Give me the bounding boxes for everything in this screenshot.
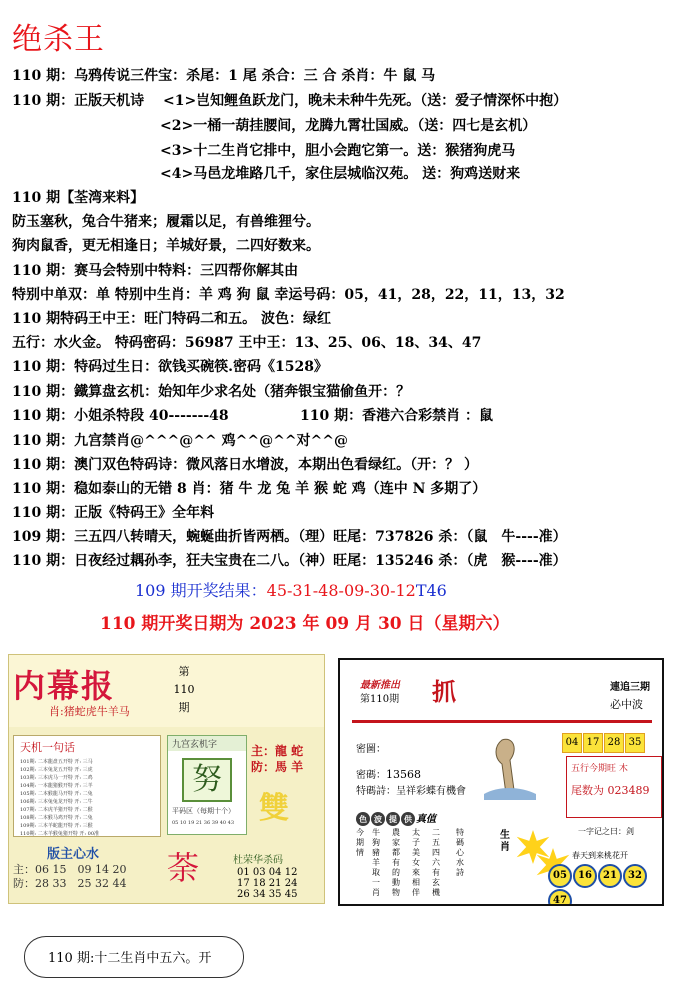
text-line: <3>十二生肖它排中，胆小会跑它第一。送：猴猪狗虎马: [160, 143, 516, 159]
tianji-box: [13, 735, 161, 837]
zhu-text: 主：龍 蛇: [251, 744, 304, 758]
yizi-text: 一字记之曰：剑: [578, 827, 634, 836]
divider: [352, 720, 652, 723]
shama-row: 26 34 35 45: [237, 889, 298, 900]
vertical-text: 太子美女來相伴: [412, 828, 420, 897]
bizhongbo-label: 必中波: [610, 698, 643, 711]
neimu-issue: 第110期: [173, 665, 195, 714]
mima-value: 13568: [386, 768, 421, 781]
text-line: <2>一桶一葫挂腰间，龙腾九霄壮国威。（送：四七是玄机）: [160, 118, 537, 134]
text-line: 110 期：九宫禁肖@^^^@^^ 鸡^^@^^对^^@: [12, 433, 349, 449]
neimu-subtitle: 肖:猪蛇虎牛羊马: [49, 705, 130, 718]
vertical-text: 農家都有的動物: [392, 828, 400, 897]
sebo-char: 波: [371, 812, 385, 826]
lianzhui-label: 連追三期: [610, 682, 650, 693]
tema-poem: 特碼詩：呈祥彩蝶有機會: [356, 786, 466, 797]
text-line: 110 期：澳门双色特码诗：微风落日水增波，本期出色看绿红。（开：？ ）: [12, 457, 478, 473]
zhu-fang: [251, 743, 303, 775]
zhua-title: 抓: [432, 677, 456, 706]
text-line: 110 期：特码过生日：欲钱买碗筷.密码《1528》: [12, 359, 328, 375]
pingma-numbers: 05 10 19 21 36 39 40 43: [172, 820, 235, 826]
wuxing-text: 五行今期旺 木: [571, 764, 628, 774]
text-line: 狗肉鼠香，更无相逢日；羊城好景，二四好数来。: [12, 238, 320, 254]
banzhu-zhu: 主：06 15 09 14 20: [13, 863, 127, 876]
shama-title: 杜荣华杀码: [233, 855, 283, 866]
banzhu-title: 版主心水: [47, 847, 100, 862]
tianji-title: 天机一句话: [20, 741, 75, 754]
number-ball: 21: [598, 864, 622, 888]
number-ball: 28: [604, 733, 624, 753]
shama-row: 01 03 04 12: [237, 867, 298, 878]
text-line: 110 期：乌鸦传说三件宝：杀尾：1 尾 杀合：三 合 杀肖：牛 鼠 马: [12, 68, 436, 84]
number-ball: 05: [548, 864, 572, 888]
pingma-title: 平码区（每期十个）: [172, 807, 235, 815]
number-ball: 16: [573, 864, 597, 888]
draw-result: [135, 578, 447, 601]
sebo-tail: 真值: [416, 814, 436, 825]
draw-result-prefix: 109 期开奖结果：: [135, 581, 267, 600]
jiugong-char: 努: [182, 758, 232, 802]
neimu-panel: [8, 654, 325, 904]
heron-icon: [480, 734, 540, 804]
text-line: 110 期特码王中王：旺门特码二和五。 波色：绿红: [12, 311, 331, 327]
banzhu-box: [13, 863, 163, 891]
number-ball: 47: [548, 889, 572, 906]
sebo-char: 供: [401, 812, 415, 826]
sebo-label: [356, 810, 436, 826]
text-line: 110 期【荃湾来料】: [12, 190, 145, 206]
mima-label: 密碼：: [356, 770, 386, 781]
vertical-text: 特碼心水詩: [456, 828, 464, 877]
cai-char: 荼: [167, 849, 200, 887]
text-line: 110 期：香港六合彩禁肖 ：鼠: [300, 408, 493, 424]
text-line: 110 期：稳如泰山的无错 8 肖：猪 牛 龙 兔 羊 猴 蛇 鸡（连中 N 多期了）: [12, 481, 487, 497]
neimu-header: [9, 655, 324, 727]
tianji-rows: 101期: 二本龍盘五开特 开: 三马 102期: 三本兔龙五开特 开: 三虎 103期: 三本虎马一开特 开: 二鸡 104期: 一本龍猪猴开特 开: 三羊 105期: 二本猴龍马开特 开: 二兔 106期: 三本兔兔龙开特 开: 二牛 107期: 二本虎羊猪开特 开: 二猴 108期: 二本猴马鸡开特 开: 二兔 109期: 三本羊蛇龍开特 开: 三猴 110期: 二本羊猴兔猪开特 开: 00准: [20, 759, 100, 837]
shengxiao-label: 生肖: [500, 830, 510, 853]
jiugong-box: [167, 735, 247, 835]
number-ball: 35: [625, 733, 645, 753]
vertical-text: 今期情: [356, 828, 364, 857]
cloud-text: 110 期:十二生肖中五六。开: [48, 951, 212, 966]
text-line: 110 期：正版《特码王》全年料: [12, 505, 215, 521]
mima: [356, 766, 421, 781]
bottom-balls: [548, 863, 662, 906]
banzhu-fang: 防：28 33 25 32 44: [13, 877, 127, 890]
mitu-label: 密圖：: [356, 744, 386, 755]
text-line: 特别中单双：单 特别中生肖：羊 鸡 狗 鼠 幸运号码：05，41，28，22，11，13，32: [12, 287, 565, 303]
draw-result-numbers: 45-31-48-09-30-12: [266, 581, 416, 600]
number-ball: 17: [583, 733, 603, 753]
fang-text: 防：馬 羊: [251, 760, 304, 774]
shama-numbers: [237, 867, 315, 900]
page-title: 绝杀王: [12, 22, 105, 57]
neimu-title: 内幕报: [13, 667, 116, 705]
zhua-balls: [562, 730, 646, 753]
zhua-panel: [338, 658, 664, 906]
text-line: 110 期：小姐杀特段 40-------48: [12, 408, 229, 424]
draw-date: 110 期开奖日期为 2023 年 09 月 30 日（星期六）: [100, 614, 510, 634]
text-line: 110 期：正版天机诗 <1>岂知鲤鱼跃龙门，晚未未种牛先死。（送：爱子情深怀中抱）: [12, 93, 568, 109]
text-line: 110 期：赛马会特别中特料：三四帮你解其由: [12, 263, 299, 279]
text-line: <4>马邑龙堆路几千，家住层城临汉苑。 送：狗鸡送财来: [160, 166, 521, 182]
weishu-text: 尾数为 023489: [571, 784, 650, 797]
draw-result-tail: T46: [415, 581, 447, 600]
number-ball: 32: [623, 864, 647, 888]
wuxing-box: [566, 756, 662, 818]
text-line: 防玉塞秋，兔合牛猪来；履霜以足，有兽维狸兮。: [12, 214, 320, 230]
text-line: 110 期：鐵算盘玄机：始知年少求名处（猪奔银宝猫偷鱼开：？: [12, 384, 411, 400]
text-line: 五行：水火金。 特码密码：56987 王中王：13、25、06、18、34、47: [12, 335, 482, 351]
zhua-issue: 第110期: [360, 694, 400, 705]
sebo-char: 提: [386, 812, 400, 826]
text-line: 109 期：三五四八转晴天，蜿蜒曲折皆两栖。（理）旺尾：737826 杀：（鼠 牛----准）: [12, 529, 567, 545]
text-line: 110 期：日夜经过耦孙李，狂夫宝贵在二八。（神）旺尾：135246 杀：（虎 猴----准）: [12, 553, 567, 569]
jiugong-title: 九宫玄机字: [168, 736, 246, 751]
shama-row: 17 18 21 24: [237, 878, 298, 889]
sebo-char: 色: [356, 812, 370, 826]
zhua-new: 最新推出: [360, 680, 400, 691]
vertical-text: 牛狗豬羊取一肖: [372, 828, 380, 897]
shuang-char: 雙: [259, 791, 289, 826]
number-ball: 04: [562, 733, 582, 753]
chuntian-text: 春天到来桃花开: [572, 851, 628, 860]
vertical-text: 二五四六有玄機: [432, 828, 440, 897]
